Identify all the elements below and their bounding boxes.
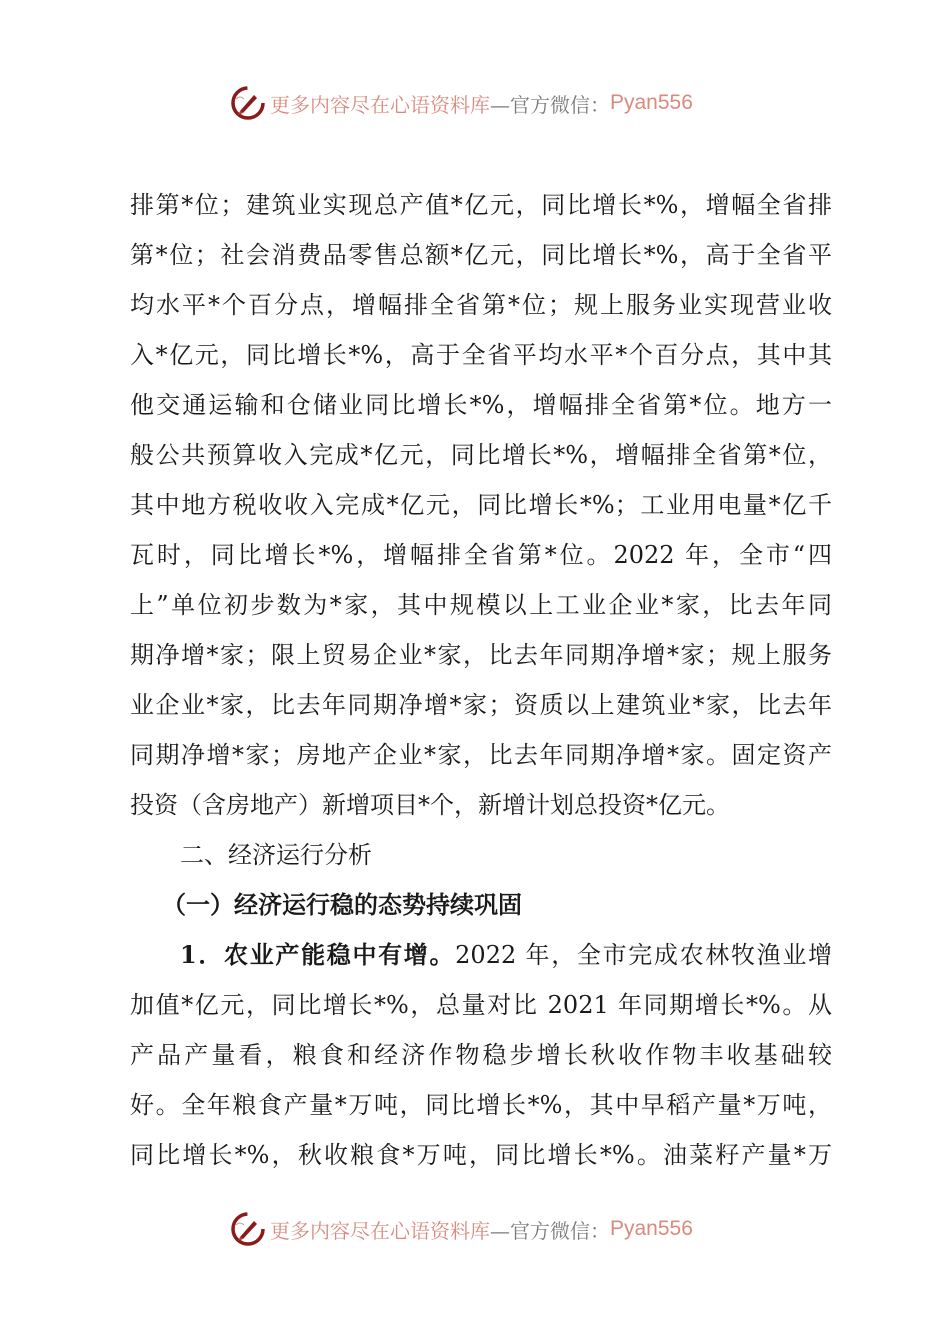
quill-pen-logo-icon [230,85,266,121]
text-line: 第*位；社会消费品零售总额*亿元，同比增长*%，高于全省平 [130,241,832,269]
watermark-header [230,82,693,124]
text-line: 排第*位；建筑业实现总产值*亿元，同比增长*%，增幅全省排 [130,191,832,219]
text-line: 他交通运输和仓储业同比增长*%，增幅排全省第*位。地方一 [130,391,832,419]
text-line-first [130,930,832,980]
watermark-slogan: 更多内容尽在心语资料库 [270,1218,490,1243]
text-line: 同比增长*%，秋收粮食*万吨，同比增长*%。油菜籽产量*万 [130,1141,832,1169]
paragraph-agriculture [130,930,832,1180]
text-line: 瓦时，同比增长*%，增幅排全省第*位。2022 年，全市“四 [130,541,832,569]
watermark-wechat-id: Pyan556 [610,1217,693,1240]
text-line: 投资（含房地产）新增项目*个，新增计划总投资*亿元。 [130,791,730,819]
watermark-footer [230,1208,693,1250]
document-body [130,180,832,1180]
text-line: 同期净增*家；房地产企业*家，比去年同期净增*家。固定资产 [130,741,832,769]
text-line: 期净增*家；限上贸易企业*家，比去年同期净增*家；规上服务 [130,641,832,669]
text-line: 好。全年粮食产量*万吨，同比增长*%，其中早稻产量*万吨， [130,1091,832,1119]
text-line: 其中地方税收收入完成*亿元，同比增长*%；工业用电量*亿千 [130,491,832,519]
watermark-wechat-id: Pyan556 [610,91,693,114]
text-line: 入*亿元，同比增长*%，高于全省平均水平*个百分点，其中其 [130,341,832,369]
watermark-wechat-label: —官方微信： [490,1218,610,1243]
text-line: 均水平*个百分点，增幅排全省第*位；规上服务业实现营业收 [130,291,832,319]
subsection-heading: （一）经济运行稳的态势持续巩固 [162,890,522,919]
text-line: 产品产量看，粮食和经济作物稳步增长秋收作物丰收基础较 [130,1041,832,1069]
text-line: 上”单位初步数为*家，其中规模以上工业企业*家，比去年同 [130,591,832,619]
paragraph-lead-title: 1．农业产能稳中有增。 [180,940,456,969]
watermark-wechat-label: —官方微信： [490,92,610,117]
quill-pen-logo-icon [230,1211,266,1247]
text-line: 业企业*家，比去年同期净增*家；资质以上建筑业*家，比去年 [130,691,832,719]
text-line: 加值*亿元，同比增长*%，总量对比 2021 年同期增长*%。从 [130,991,832,1019]
paragraph-lead-rest: 2022 年，全市完成农林牧渔业增 [455,941,832,969]
paragraph-economic-indicators [130,180,832,830]
section-heading: 二、经济运行分析 [180,841,372,869]
text-line: 般公共预算收入完成*亿元，同比增长*%，增幅排全省第*位， [130,441,832,469]
watermark-slogan: 更多内容尽在心语资料库 [270,92,490,117]
